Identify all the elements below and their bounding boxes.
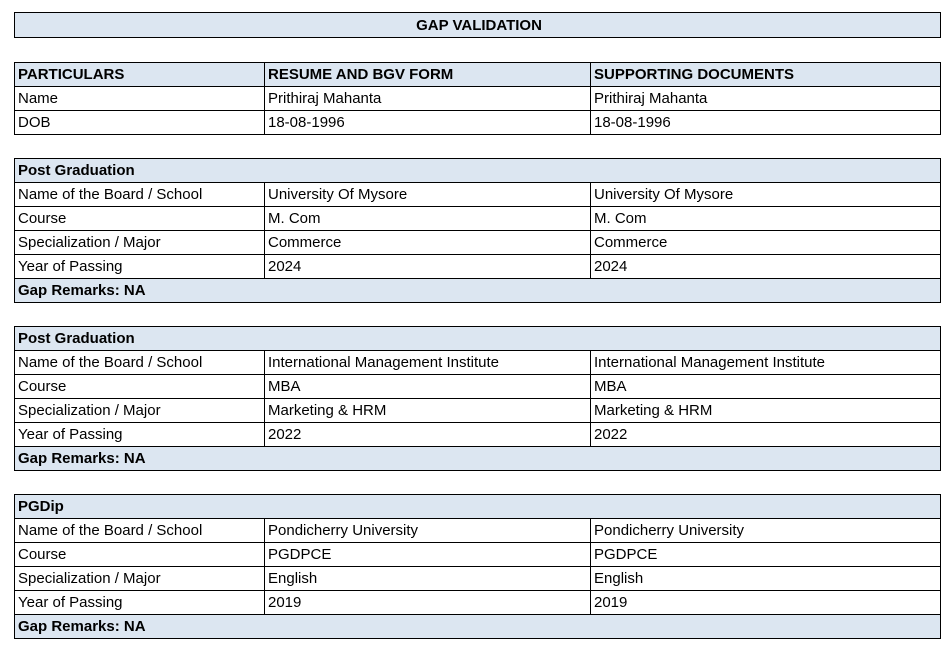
row-label: Course bbox=[15, 207, 265, 231]
personal-table bbox=[14, 62, 941, 135]
resume-value: International Management Institute bbox=[265, 351, 591, 375]
table-row bbox=[15, 87, 941, 111]
resume-value: English bbox=[265, 567, 591, 591]
section-heading: PGDip bbox=[15, 495, 941, 519]
documents-value: Marketing & HRM bbox=[591, 399, 941, 423]
row-label: Name of the Board / School bbox=[15, 519, 265, 543]
section-heading: Post Graduation bbox=[15, 327, 941, 351]
table-row bbox=[15, 351, 941, 375]
table-row bbox=[15, 111, 941, 135]
title-table bbox=[14, 12, 941, 38]
resume-value: Pondicherry University bbox=[265, 519, 591, 543]
row-label: Course bbox=[15, 543, 265, 567]
table-row bbox=[15, 207, 941, 231]
documents-value: International Management Institute bbox=[591, 351, 941, 375]
education-section bbox=[14, 158, 941, 303]
documents-value: 18-08-1996 bbox=[591, 111, 941, 135]
education-section bbox=[14, 494, 941, 639]
documents-value: 2022 bbox=[591, 423, 941, 447]
documents-value: 2024 bbox=[591, 255, 941, 279]
documents-value: 2019 bbox=[591, 591, 941, 615]
documents-value: M. Com bbox=[591, 207, 941, 231]
header-documents: SUPPORTING DOCUMENTS bbox=[591, 63, 941, 87]
table-row bbox=[15, 399, 941, 423]
documents-value: MBA bbox=[591, 375, 941, 399]
table-row bbox=[15, 519, 941, 543]
row-label: Year of Passing bbox=[15, 423, 265, 447]
documents-value: University Of Mysore bbox=[591, 183, 941, 207]
resume-value: University Of Mysore bbox=[265, 183, 591, 207]
resume-value: Marketing & HRM bbox=[265, 399, 591, 423]
table-row bbox=[15, 255, 941, 279]
header-row bbox=[15, 63, 941, 87]
row-label: Specialization / Major bbox=[15, 231, 265, 255]
resume-value: Prithiraj Mahanta bbox=[265, 87, 591, 111]
resume-value: 2024 bbox=[265, 255, 591, 279]
table-row bbox=[15, 231, 941, 255]
documents-value: Prithiraj Mahanta bbox=[591, 87, 941, 111]
row-label: DOB bbox=[15, 111, 265, 135]
gap-validation-sheet bbox=[14, 12, 940, 639]
resume-value: MBA bbox=[265, 375, 591, 399]
gap-remarks: Gap Remarks: NA bbox=[15, 279, 941, 303]
resume-value: PGDPCE bbox=[265, 543, 591, 567]
row-label: Name of the Board / School bbox=[15, 351, 265, 375]
row-label: Specialization / Major bbox=[15, 567, 265, 591]
row-label: Specialization / Major bbox=[15, 399, 265, 423]
documents-value: Commerce bbox=[591, 231, 941, 255]
table-row bbox=[15, 375, 941, 399]
table-row bbox=[15, 591, 941, 615]
table-row bbox=[15, 183, 941, 207]
page-title: GAP VALIDATION bbox=[15, 13, 941, 38]
resume-value: 2022 bbox=[265, 423, 591, 447]
header-resume: RESUME AND BGV FORM bbox=[265, 63, 591, 87]
gap-remarks: Gap Remarks: NA bbox=[15, 615, 941, 639]
section-heading: Post Graduation bbox=[15, 159, 941, 183]
row-label: Name bbox=[15, 87, 265, 111]
gap-remarks: Gap Remarks: NA bbox=[15, 447, 941, 471]
row-label: Name of the Board / School bbox=[15, 183, 265, 207]
resume-value: Commerce bbox=[265, 231, 591, 255]
table-row bbox=[15, 567, 941, 591]
education-section bbox=[14, 326, 941, 471]
documents-value: English bbox=[591, 567, 941, 591]
documents-value: Pondicherry University bbox=[591, 519, 941, 543]
row-label: Year of Passing bbox=[15, 591, 265, 615]
resume-value: 2019 bbox=[265, 591, 591, 615]
table-row bbox=[15, 423, 941, 447]
resume-value: M. Com bbox=[265, 207, 591, 231]
header-particulars: PARTICULARS bbox=[15, 63, 265, 87]
table-row bbox=[15, 543, 941, 567]
documents-value: PGDPCE bbox=[591, 543, 941, 567]
row-label: Year of Passing bbox=[15, 255, 265, 279]
row-label: Course bbox=[15, 375, 265, 399]
resume-value: 18-08-1996 bbox=[265, 111, 591, 135]
